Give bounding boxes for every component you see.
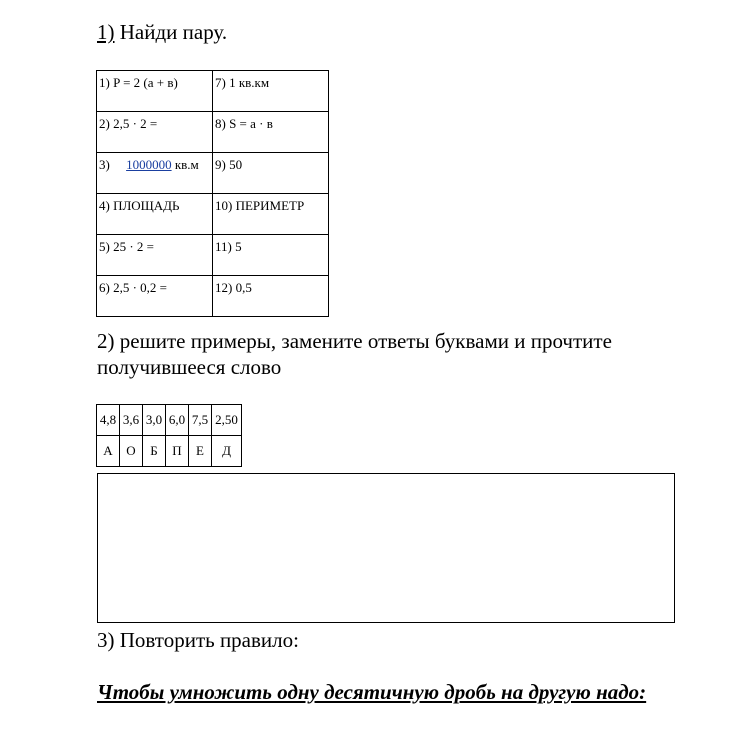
table-row: [97, 71, 329, 112]
table-row: [97, 235, 329, 276]
task1-number: 1): [97, 20, 115, 44]
number-link[interactable]: 1000000: [126, 157, 172, 172]
code-letter-cell: Е: [189, 436, 212, 467]
pair-left-suffix: кв.м: [171, 157, 199, 172]
code-number-cell: 6,0: [166, 405, 189, 436]
code-letter-cell: А: [97, 436, 120, 467]
code-number-cell: 3,0: [143, 405, 166, 436]
table-row: [97, 194, 329, 235]
table-row: [97, 436, 242, 467]
pair-left-cell: 6) 2,5 · 0,2 =: [97, 276, 213, 317]
code-number-cell: 7,5: [189, 405, 212, 436]
table-row: [97, 112, 329, 153]
pair-left-cell: 2) 2,5 · 2 =: [97, 112, 213, 153]
pair-right-cell: 9) 50: [213, 153, 329, 194]
code-number-cell: 4,8: [97, 405, 120, 436]
answer-box[interactable]: [97, 473, 675, 623]
table-row: [97, 153, 329, 194]
code-number-cell: 2,50: [212, 405, 242, 436]
rule-heading: Чтобы умножить одну десятичную дробь на другую надо:: [97, 680, 647, 704]
table-row: [97, 276, 329, 317]
pair-right-cell: 7) 1 кв.км: [213, 71, 329, 112]
task3-text: 3) Повторить правило:: [97, 628, 299, 652]
pair-right-cell: 12) 0,5: [213, 276, 329, 317]
code-number-cell: 3,6: [120, 405, 143, 436]
code-letter-cell: Д: [212, 436, 242, 467]
task1-title: Найди пару.: [114, 20, 228, 44]
pair-left-cell: 4) ПЛОЩАДЬ: [97, 194, 213, 235]
pair-left-cell: 1) P = 2 (а + в): [97, 71, 213, 112]
code-letter-cell: П: [166, 436, 189, 467]
code-letter-cell: О: [120, 436, 143, 467]
pair-right-cell: 10) ПЕРИМЕТР: [213, 194, 329, 235]
code-letter-cell: Б: [143, 436, 166, 467]
pair-left-cell: [97, 153, 213, 194]
pair-left-prefix: 3): [99, 157, 127, 172]
pair-right-cell: 8) S = a · в: [213, 112, 329, 153]
code-table: [96, 404, 242, 467]
table-row: [97, 405, 242, 436]
pair-right-cell: 11) 5: [213, 235, 329, 276]
task1-heading: [97, 20, 227, 44]
pair-left-cell: 5) 25 · 2 =: [97, 235, 213, 276]
pairs-table: [96, 70, 329, 317]
task2-text: 2) решите примеры, замените ответы буквами и прочтите получившееся слово: [97, 329, 612, 379]
